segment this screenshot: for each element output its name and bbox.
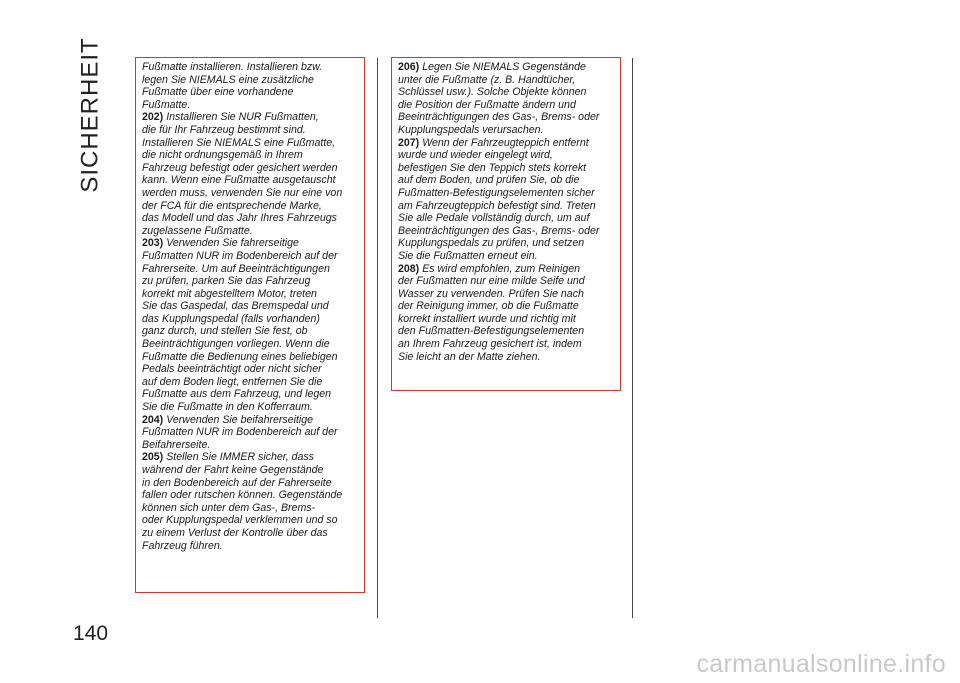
- note-206: [398, 61, 616, 137]
- text-line: [398, 263, 616, 276]
- text-line: korrekt installiert wurde und richtig mit: [398, 312, 576, 325]
- text-line: fallen oder rutschen können. Gegenstände: [142, 489, 343, 502]
- text-line: das Modell und das Jahr Ihres Fahrzeugs: [142, 212, 337, 225]
- text-line: auf dem Boden, und prüfen Sie, ob die: [398, 174, 580, 187]
- text-line: [142, 414, 360, 427]
- text-line: Sie das Gaspedal, das Bremspedal und: [142, 300, 329, 313]
- note-number: 202): [142, 111, 164, 124]
- text-line: korrekt mit abgestelltem Motor, treten: [142, 287, 317, 300]
- text-line: können sich unter dem Gas-, Brems-: [142, 501, 316, 514]
- text-line: oder Kupplungspedal verklemmen und so: [142, 514, 338, 527]
- text-line-content: Installieren Sie NUR Fußmatten,: [166, 111, 319, 124]
- text-line: zugelassene Fußmatte.: [142, 224, 253, 237]
- column-divider-right: [632, 58, 633, 618]
- text-line: zu einem Verlust der Kontrolle über das: [142, 526, 328, 539]
- text-line-content: Stellen Sie IMMER sicher, dass: [166, 451, 314, 464]
- text-line: Kupplungspedals verursachen.: [398, 123, 544, 136]
- text-line: [398, 61, 616, 74]
- text-line: werden muss, verwenden Sie nur eine von: [142, 186, 343, 199]
- text-line: Beeinträchtigungen vorliegen. Wenn die: [142, 338, 330, 351]
- text-line: während der Fahrt keine Gegenstände: [142, 464, 324, 476]
- text-line: Wasser zu verwenden. Prüfen Sie nach: [398, 287, 584, 300]
- text-line: Fahrerseite. Um auf Beeinträchtigungen: [142, 262, 330, 275]
- text-line: Fußmatte.: [142, 98, 191, 111]
- text-line: Pedals beeinträchtigt oder nicht sicher: [142, 363, 322, 376]
- text-line-content: Verwenden Sie beifahrerseitige: [166, 413, 314, 426]
- section-title-text: SICHERHEIT: [77, 37, 105, 193]
- warning-box-left: [135, 57, 365, 593]
- text-line: die Position der Fußmatte ändern und: [398, 98, 576, 111]
- intro-text: [142, 61, 360, 111]
- note-number: 206): [398, 61, 420, 73]
- text-line: die nicht ordnungsgemäß in Ihrem: [142, 149, 303, 162]
- text-line: [142, 451, 360, 464]
- text-line: ganz durch, und stellen Sie fest, ob: [142, 325, 308, 338]
- text-line: [142, 111, 360, 124]
- text-line: den Fußmatten-Befestigungselementen: [398, 325, 585, 338]
- text-line: kann. Wenn eine Fußmatte ausgetauscht: [142, 174, 336, 187]
- text-line: Fußmatten-Befestigungselementen sicher: [398, 186, 595, 199]
- text-line: Fußmatte aus dem Fahrzeug, und legen: [142, 388, 332, 401]
- text-line: die für Ihr Fahrzeug bestimmt sind.: [142, 123, 306, 136]
- text-line: wurde und wieder eingelegt wird,: [398, 149, 553, 162]
- note-number: 203): [142, 237, 164, 250]
- text-line: Beeinträchtigungen des Gas-, Brems- oder: [398, 111, 600, 124]
- text-line: Sie leicht an der Matte ziehen.: [398, 350, 541, 363]
- text-line-content: Verwenden Sie fahrerseitige: [166, 237, 299, 250]
- text-line: am Fahrzeugteppich befestigt sind. Treten: [398, 199, 596, 212]
- note-207: [398, 137, 616, 263]
- note-205: [142, 451, 360, 552]
- text-line: Kupplungspedals zu prüfen, und setzen: [398, 237, 585, 250]
- text-line: Fahrzeug führen.: [142, 539, 223, 552]
- note-number: 204): [142, 413, 164, 426]
- text-line: Fahrzeug befestigt oder gesichert werden: [142, 161, 338, 174]
- text-line: Installieren Sie NIEMALS eine Fußmatte,: [142, 136, 336, 149]
- text-line: Beifahrerseite.: [142, 438, 211, 451]
- note-208: [398, 263, 616, 364]
- text-line: Fußmatte installieren. Installieren bzw.: [142, 61, 323, 73]
- text-line-content: Es wird empfohlen, zum Reinigen: [422, 262, 581, 275]
- text-line: der Fußmatten nur eine milde Seife und: [398, 275, 585, 288]
- text-line: das Kupplungspedal (falls vorhanden): [142, 312, 320, 325]
- note-204: [142, 414, 360, 452]
- text-line: in den Bodenbereich auf der Fahrerseite: [142, 476, 332, 489]
- text-line: Sie die Fußmatten erneut ein.: [398, 249, 538, 262]
- text-line-content: Wenn der Fahrzeugteppich entfernt: [422, 136, 589, 149]
- text-line: Schlüssel usw.). Solche Objekte können: [398, 86, 587, 99]
- text-line: Fußmatte über eine vorhandene: [142, 86, 294, 99]
- warning-box-right: [391, 57, 621, 391]
- text-line: unter die Fußmatte (z. B. Handtücher,: [398, 73, 576, 86]
- text-line: zu prüfen, parken Sie das Fahrzeug: [142, 275, 311, 288]
- text-line: legen Sie NIEMALS eine zusätzliche: [142, 73, 314, 86]
- text-line: befestigen Sie den Teppich stets korrekt: [398, 161, 587, 174]
- text-line: der Reinigung immer, ob die Fußmatte: [398, 300, 579, 313]
- note-number: 208): [398, 262, 420, 275]
- note-202: [142, 111, 360, 237]
- note-203: [142, 237, 360, 413]
- text-line: Sie die Fußmatte in den Kofferraum.: [142, 401, 313, 414]
- text-line: an Ihrem Fahrzeug gesichert ist, indem: [398, 338, 582, 351]
- text-line: Fußmatten NUR im Bodenbereich auf der: [142, 426, 338, 439]
- text-line: [398, 137, 616, 150]
- note-number: 205): [142, 451, 164, 464]
- text-line: Sie alle Pedale vollständig durch, um auf: [398, 212, 590, 225]
- watermark: carmanualsonline.info: [696, 650, 946, 678]
- column-divider-left: [377, 58, 378, 618]
- section-title: [68, 37, 114, 193]
- text-line: Fußmatten NUR im Bodenbereich auf der: [142, 249, 338, 262]
- text-line-content: Legen Sie NIEMALS Gegenstände: [422, 61, 586, 73]
- text-line: Fußmatte die Bedienung eines beliebigen: [142, 350, 338, 363]
- text-line: Beeinträchtigungen des Gas-, Brems- oder: [398, 224, 600, 237]
- note-number: 207): [398, 136, 420, 149]
- text-line: [142, 237, 360, 250]
- page-number: 140: [73, 622, 109, 645]
- text-line: auf dem Boden liegt, entfernen Sie die: [142, 375, 323, 388]
- text-line: der FCA für die entsprechende Marke,: [142, 199, 322, 212]
